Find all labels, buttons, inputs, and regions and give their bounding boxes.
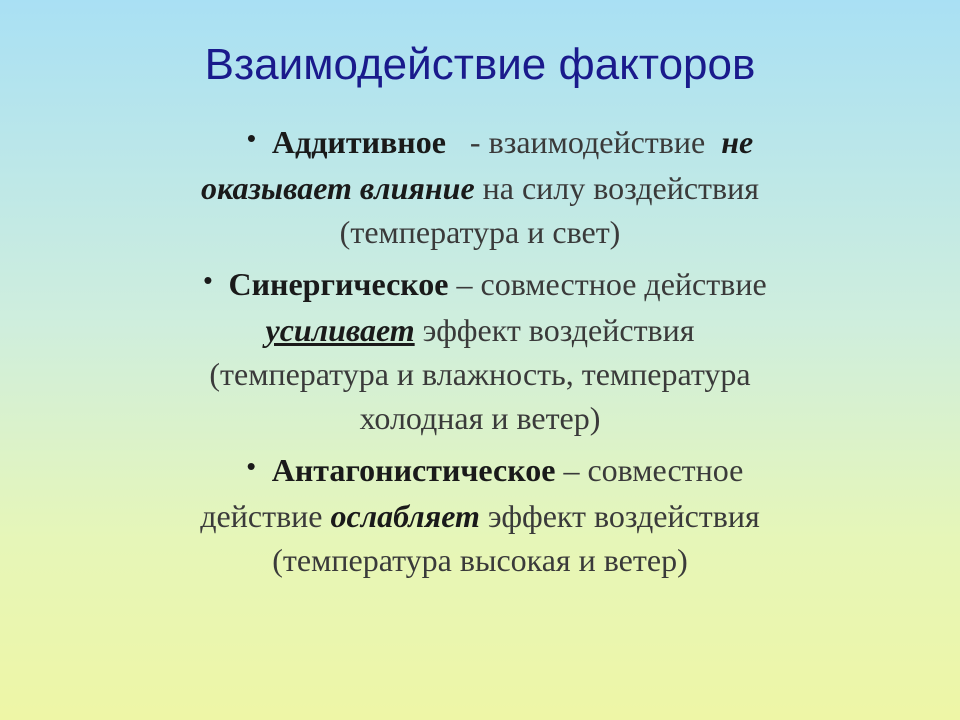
bullet-line — [0, 262, 960, 308]
item-text: - взаимодействие — [469, 124, 706, 160]
item-emphasis: ослабляет — [330, 498, 480, 534]
term-additive: Аддитивное — [271, 124, 446, 160]
item-text: – совместное действие — [456, 266, 767, 302]
bullet-line — [0, 308, 960, 352]
item-text: действие — [200, 498, 323, 534]
bullet-dot-icon: • — [246, 451, 256, 481]
item-text: эффект воздействия — [487, 498, 760, 534]
item-text: холодная и ветер) — [359, 400, 601, 436]
term-antagonistic: Антагонистическое — [271, 452, 556, 488]
term-synergic: Синергическое — [228, 266, 449, 302]
bullet-line — [0, 120, 960, 166]
item-emphasis: не — [721, 124, 754, 160]
bullet-line — [0, 166, 960, 210]
bullet-item-synergic — [0, 262, 960, 440]
bullet-dot-icon: • — [203, 265, 213, 295]
item-text: на силу воздействия — [482, 170, 759, 206]
bullet-item-additive — [0, 120, 960, 254]
bullet-line — [0, 494, 960, 538]
bullet-dot-icon: • — [246, 123, 256, 153]
item-text: (температура высокая и ветер) — [272, 542, 688, 578]
bullet-line — [0, 448, 960, 494]
bullet-line — [0, 210, 960, 254]
item-emphasis: усиливает — [265, 312, 415, 348]
item-text: (температура и свет) — [339, 214, 621, 250]
bullet-line — [0, 396, 960, 440]
bullet-line — [0, 352, 960, 396]
bullet-line — [0, 538, 960, 582]
item-text: – совместное — [563, 452, 744, 488]
item-text: эффект воздействия — [422, 312, 695, 348]
item-text: (температура и влажность, температура — [209, 356, 751, 392]
bullet-item-antagonistic — [0, 448, 960, 582]
item-emphasis: оказывает влияние — [201, 170, 475, 206]
slide-title: Взаимодействие факторов — [204, 40, 756, 89]
